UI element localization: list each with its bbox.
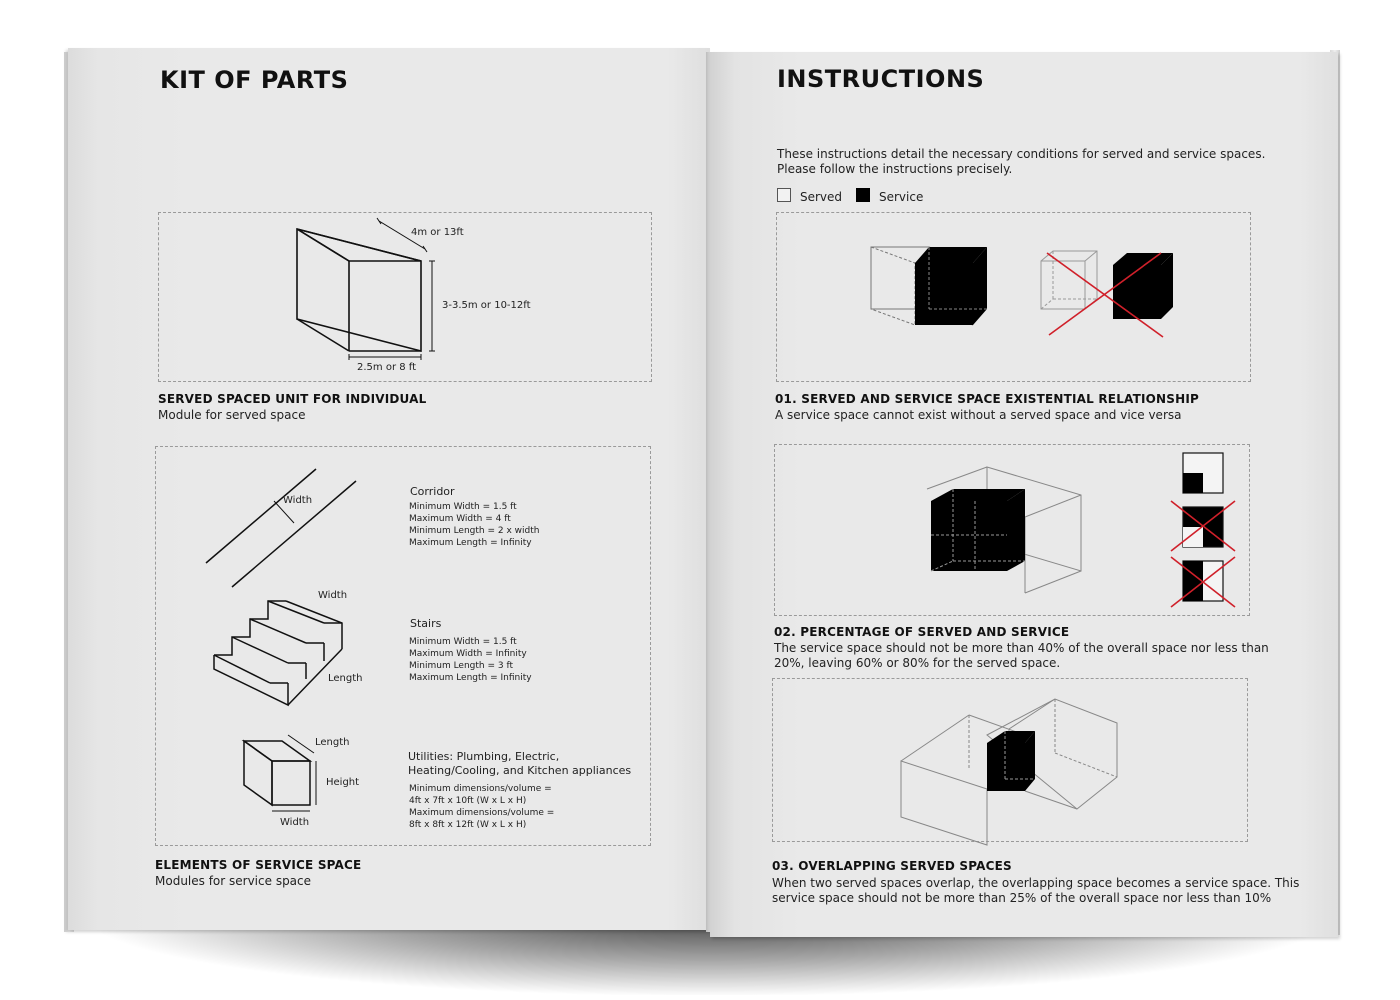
corridor-drawing [196, 461, 376, 601]
page-title: INSTRUCTIONS [777, 65, 985, 93]
stairs-spec-3: Minimum Length = 3 ft [409, 661, 514, 671]
elements-caption-title: ELEMENTS OF SERVICE SPACE [155, 858, 362, 872]
dim-width-label: 2.5m or 8 ft [357, 362, 417, 373]
rule3-text-line1: When two served spaces overlap, the overlapping space becomes a service space. This [772, 876, 1300, 890]
rule3-text-line2: service space should not be more than 25% of the overall space nor less than 10% [772, 891, 1272, 905]
corridor-spec-2: Maximum Width = 4 ft [409, 514, 511, 524]
dim-depth-label: 4m or 13ft [411, 227, 464, 238]
corridor-title: Corridor [410, 485, 455, 498]
rule2-text-line2: 20%, leaving 60% or 80% for the served space. [774, 656, 1061, 670]
stairs-title: Stairs [410, 617, 442, 630]
rule2-diagram-box [774, 444, 1250, 616]
page-title: KIT OF PARTS [160, 66, 349, 94]
utilities-spec-3: Maximum dimensions/volume = [409, 808, 555, 818]
service-legend-label: Service [879, 190, 924, 204]
served-legend-swatch [777, 188, 791, 202]
served-unit-caption-text: Module for served space [158, 408, 306, 422]
stairs-drawing [212, 593, 362, 713]
stairs-spec-1: Minimum Width = 1.5 ft [409, 637, 517, 647]
served-unit-diagram-box [158, 212, 652, 382]
rule1-diagram-box [776, 212, 1251, 382]
utilities-spec-4: 8ft x 8ft x 12ft (W x L x H) [409, 820, 527, 830]
corridor-width-label: Width [283, 495, 313, 506]
served-legend-label: Served [800, 190, 843, 204]
rule2-title: 02. PERCENTAGE OF SERVED AND SERVICE [774, 625, 1070, 639]
rule2-text-line1: The service space should not be more than 40% of the overall space nor less than [774, 641, 1269, 655]
service-elements-diagram-box [155, 446, 651, 846]
dim-height-label: 3-3.5m or 10-12ft [442, 300, 531, 311]
rule1-text: A service space cannot exist without a served space and vice versa [775, 408, 1182, 422]
rule3-drawing [773, 679, 1247, 841]
elements-caption-text: Modules for service space [155, 874, 312, 888]
utilities-height-label: Height [326, 777, 360, 788]
utilities-spec-1: Minimum dimensions/volume = [409, 784, 552, 794]
corridor-spec-3: Minimum Length = 2 x width [409, 526, 540, 536]
intro-line-1: These instructions detail the necessary conditions for served and service spaces. [777, 147, 1266, 161]
corridor-spec-1: Minimum Width = 1.5 ft [409, 502, 517, 512]
stairs-spec-2: Maximum Width = Infinity [409, 649, 527, 659]
utilities-title-line2: Heating/Cooling, and Kitchen appliances [408, 764, 632, 777]
rule2-drawing [775, 445, 1249, 615]
left-page [68, 48, 710, 930]
service-legend-swatch [856, 188, 870, 202]
served-unit-caption-title: SERVED SPACED UNIT FOR INDIVIDUAL [158, 392, 427, 406]
utilities-spec-2: 4ft x 7ft x 10ft (W x L x H) [409, 796, 527, 806]
utilities-title-line1: Utilities: Plumbing, Electric, [408, 750, 560, 763]
rule3-title: 03. OVERLAPPING SERVED SPACES [772, 859, 1012, 873]
stairs-spec-4: Maximum Length = Infinity [409, 673, 532, 683]
rule3-diagram-box [772, 678, 1248, 842]
stairs-length-label: Length [328, 673, 363, 684]
corridor-spec-4: Maximum Length = Infinity [409, 538, 532, 548]
unit-cube-drawing [159, 213, 651, 381]
intro-line-2: Please follow the instructions precisely. [777, 162, 1013, 176]
utilities-width-label: Width [280, 817, 310, 828]
stairs-width-label: Width [318, 590, 348, 601]
right-page [710, 52, 1338, 937]
rule1-title: 01. SERVED AND SERVICE SPACE EXISTENTIAL RELATIONSHIP [775, 392, 1200, 406]
utilities-length-label: Length [315, 737, 350, 748]
rule1-drawing [777, 213, 1250, 381]
